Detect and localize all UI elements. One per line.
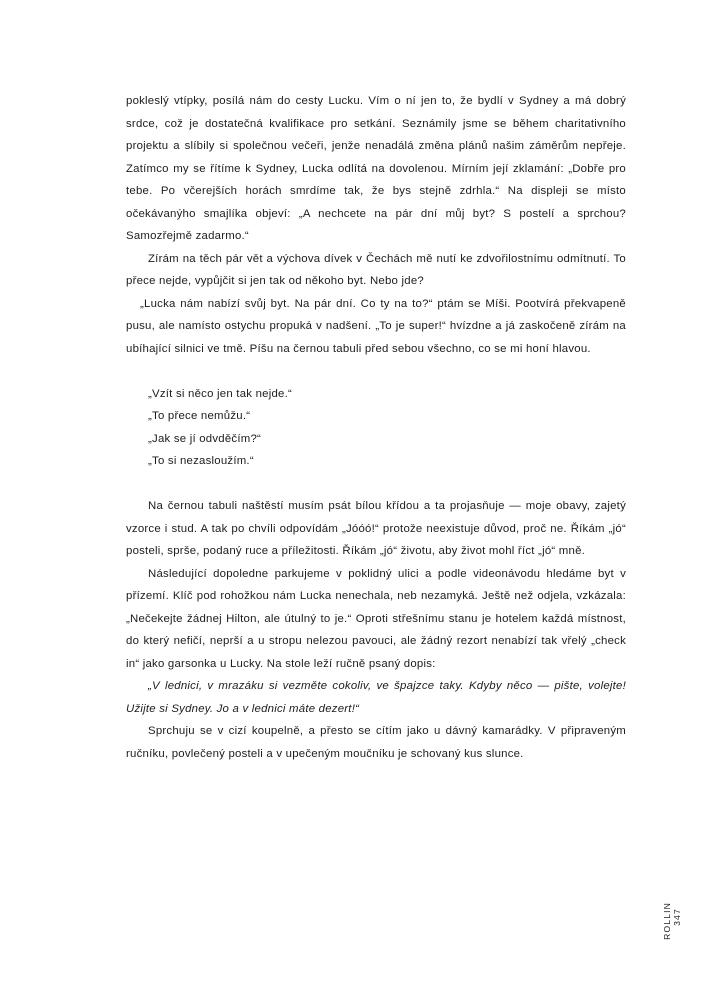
paragraph: „Lucka nám nabízí svůj byt. Na pár dní. Co ty na to?“ ptám se Míši. Pootvírá překvapeně pusu, ale namísto ostychu propuká v nadšení. „To je super!“ hvízdne a já zaskočeně zírám na ubíhající silnici ve tmě. Píšu na černou tabuli před sebou všechno, co se mi honí hlavou. [126, 297, 626, 355]
running-head: ROLLIN [662, 902, 672, 940]
quote-line: „Vzít si něco jen tak nejde.“ [148, 387, 293, 400]
paragraph: Na černou tabuli naštěstí musím psát bílou křídou a ta projasňuje — moje obavy, zajetý vzorce i stud. A tak po chvíli odpovídám „Jóóó!“ protože neexistuje důvod, proč ne. Říkám „jó“ posteli, sprše, podaný ruce a příležitosti. Říkám „jó“ životu, aby život mohl říct „jó“ mně. [126, 500, 626, 557]
letter-quote: „V lednici, v mrazáku si vezměte cokoliv, ve špajzce taky. Kdyby něco — pište, volejte! Užijte si Sydney. Jo a v lednici máte dezert!“ [126, 680, 626, 715]
paragraph: Sprchuju se v cizí koupelně, a přesto se cítím jako u dávný kamarádky. V připraveným ručníku, povlečený posteli a v upečeným moučníku je schovaný kus slunce. [126, 725, 626, 760]
quote-line: „To si nezasloužím.“ [148, 455, 254, 467]
paragraph: Zírám na těch pár vět a výchova dívek v Čechách mě nutí ke zdvořilostnímu odmítnutí. To přece nejde, vypůjčit si jen tak od někoho byt. Nebo jde? [126, 252, 626, 287]
paragraph: pokleslý vtípky, posílá nám do cesty Lucku. Vím o ní jen to, že bydlí v Sydney a má dobrý srdce, což je dostatečná kvalifikace pro setkání. Seznámily jsme se během charitativního projektu a slíbily si společnou večeři, jenže nenadálá změna plánů našim záměrům nepřeje. Zatímco my se řítíme k Sydney, Lucka odlítá na dovolenou. Mírním její zklamání: „Dobře pro tebe. Po včerejších horách smrdíme tak, že bys stejně zdrhla.“ Na displeji se místo očekávanýho smajlíka objeví: „A nechcete na pár dní můj byt? S postelí a sprchou? Samozřejmě zadarmo.“ [126, 95, 626, 242]
page-number: 347 [672, 908, 682, 926]
body-text-column [126, 90, 626, 765]
paragraph-spacer [126, 360, 626, 383]
quote-block [126, 383, 626, 473]
paragraph: Následující dopoledne parkujeme v poklidný ulici a podle videonávodu hledáme byt v přízemí. Klíč pod rohožkou nám Lucka nenechala, neb nezamyká. Ještě než odjela, vzkázala: „Nečekejte žádnej Hilton, ale útulný to je.“ Oproti střešnímu stanu je hotelem každá místnost, do který nefičí, neprší a u stropu nelezou pavouci, ale žádný rezort nenabízí tak vřelý „check in“ jako garsonka u Lucky. Na stole leží ručně psaný dopis: [126, 567, 626, 670]
page-footer [662, 902, 682, 940]
paragraph-spacer [126, 473, 626, 496]
quote-line: „To přece nemůžu.“ [148, 410, 251, 422]
quote-line: „Jak se jí odvděčím?“ [148, 432, 262, 445]
